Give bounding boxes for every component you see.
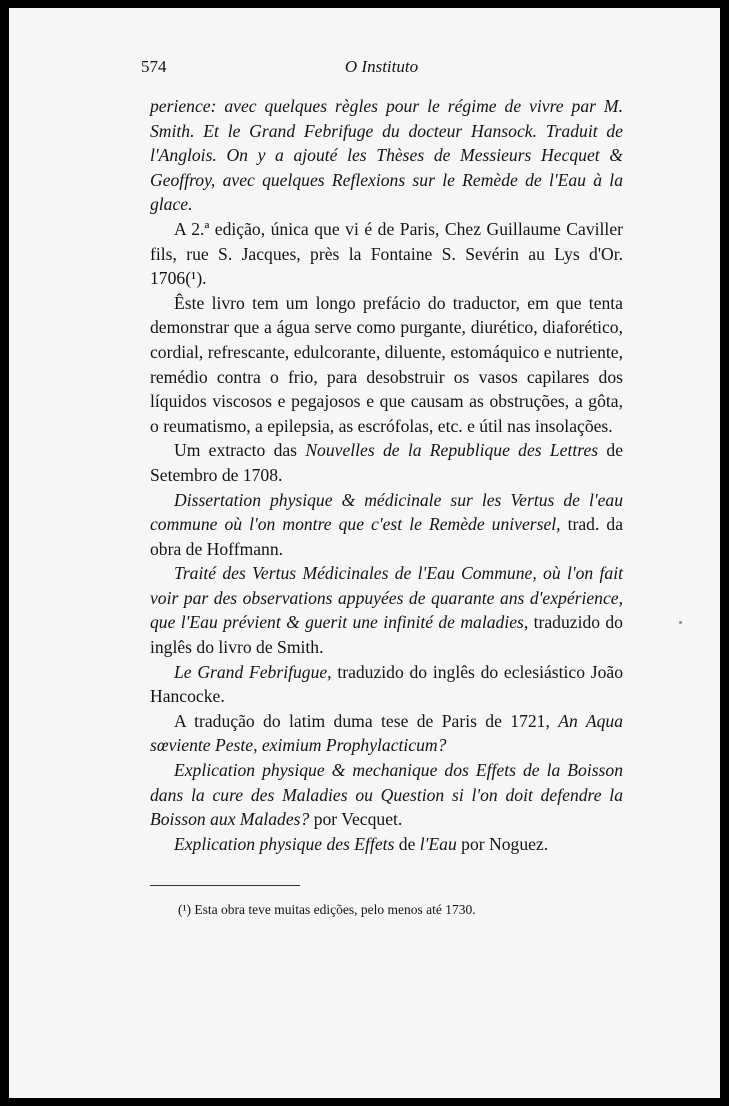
text-segment: A 2.ª edição, única que vi é de Paris, Chez Guillaume Caviller fils, rue S. Jacques, près la Fontaine S. Sevérin au Lys d'Or. 1706 [150, 218, 623, 289]
footnote-marker: (¹) [178, 902, 192, 917]
paragraph [150, 709, 623, 758]
paragraph [150, 291, 623, 439]
italic-text: Nouvelles de la Republique des Lettres [305, 440, 599, 461]
footnote-rule [150, 885, 300, 886]
italic-text: Le Grand Febrifugue, [174, 661, 332, 682]
paragraph [150, 758, 623, 832]
italic-text: An Aqua sœviente Peste, eximium Prophylacticum? [150, 710, 623, 756]
footnote-text: Esta obra teve muitas edições, pelo menos até 1730. [191, 902, 476, 917]
italic-text: Explication physique & mechanique dos Effets de la Boisson dans la cure des Maladies ou Question si l'on doit defendre la Boisson aux Malades? [150, 760, 623, 830]
paragraph [150, 832, 623, 857]
italic-text: l'Eau [419, 833, 457, 854]
page-header [141, 57, 622, 81]
text-segment: de Setembro de 1708. [150, 440, 623, 485]
body-text [150, 94, 623, 856]
text-segment: Um extracto das [174, 440, 306, 461]
italic-text: Traité des Vertus Médicinales de l'Eau Commune, où l'on fait voir par des observations appuyées de quarante ans d'expérience, que l'Eau prévient & guerit une infinité de maladies, [150, 563, 623, 633]
paragraph [150, 217, 623, 291]
page-number: 574 [141, 57, 167, 76]
paragraph [150, 94, 623, 217]
text-segment: Êste livro tem um longo prefácio do traductor, em que tenta demonstrar que a água serve como purgante, diurético, diaforético, cordial, refrescante, edulcorante, diluente, estomáquico e nutriente, remédio contra o frio, para desobstruir os vasos capilares dos líquidos viscosos e pegajosos e que causam as obstruções, a gôta, o reumatismo, a epilepsia, as escrófolas, etc. e útil nas insolações. [150, 292, 623, 436]
text-segment: traduzido do inglês do eclesiástico João Hancocke. [150, 661, 623, 707]
footnote [178, 901, 618, 919]
paragraph [150, 438, 623, 487]
italic-text: Explication physique des Effets [174, 833, 395, 854]
text-segment: por Noguez. [456, 833, 549, 854]
paragraph [150, 660, 623, 709]
paragraph [150, 488, 623, 562]
text-segment: de [394, 833, 420, 854]
text-segment: por Vecquet. [309, 809, 403, 830]
italic-text: perience: avec quelques règles pour le régime de vivre par M. Smith. Et le Grand Febrifuge du docteur Hansock. Traduit de l'Anglois. On y a ajouté les Thèses de Messieurs Hecquet & Geoffroy, avec quelques Reflexions sur le Remède de l'Eau à la glace. [150, 96, 623, 215]
text-segment: A tradução do latim duma tese de Paris de 1721, [174, 710, 559, 731]
paragraph [150, 561, 623, 659]
text-segment: (¹). [185, 268, 207, 289]
text-segment: trad. da obra de Hoffmann. [150, 514, 624, 559]
running-title: O Instituto [344, 57, 419, 76]
italic-text: Dissertation physique & médicinale sur les Vertus de l'eau commune où l'on montre que c'est le Remède universel, [150, 489, 623, 535]
scan-speck [679, 621, 682, 624]
text-segment: traduzido do inglês do livro de Smith. [150, 612, 623, 658]
